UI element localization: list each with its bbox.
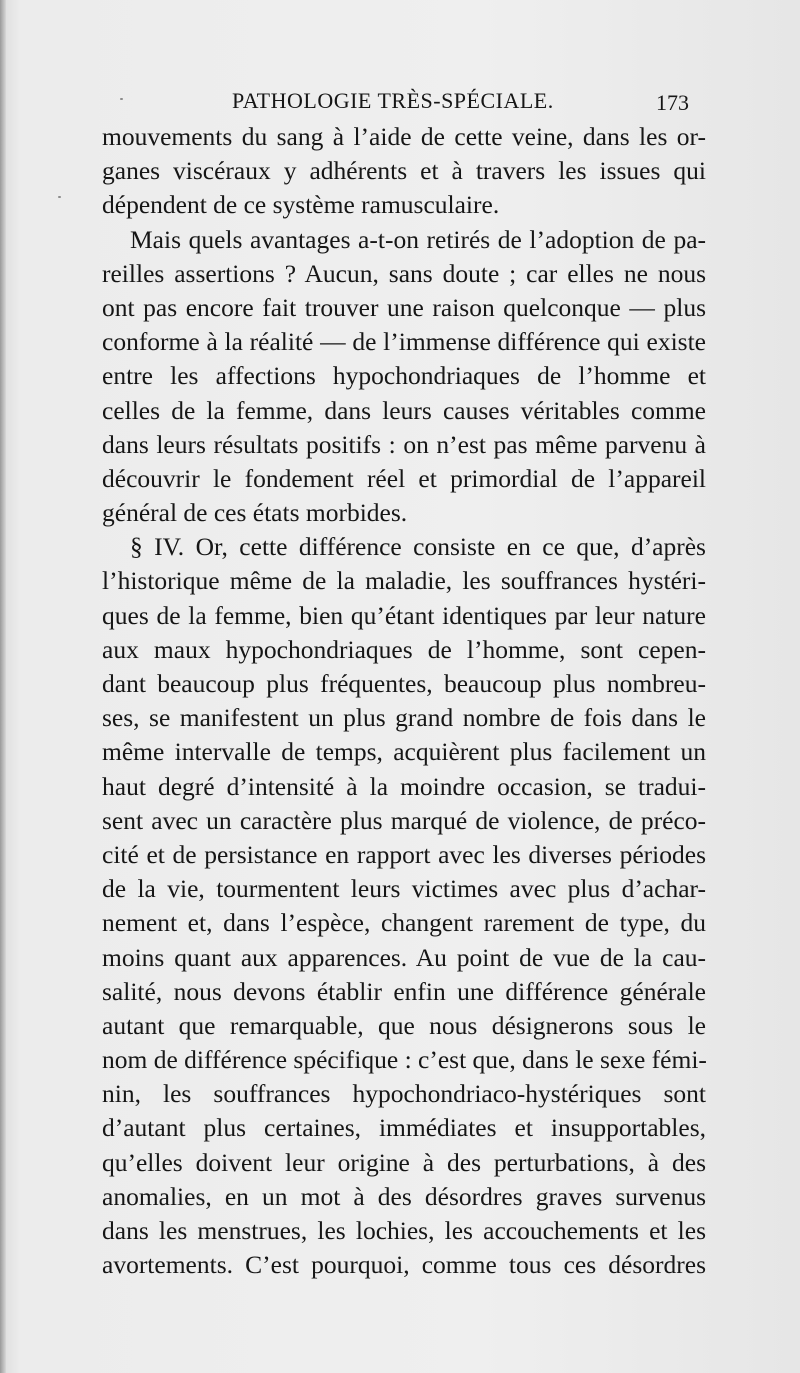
paper-speck (120, 98, 123, 100)
text-line: dans les menstrues, les lochies, les accouchements et les (102, 1216, 706, 1245)
paper-speck (58, 196, 61, 198)
text-line: nement et, dans l’espèce, changent rarement de type, du (102, 908, 706, 938)
page-binding-edge (0, 0, 6, 1373)
running-head (0, 88, 800, 118)
text-line: ont pas encore fait trouver une raison quelconque — plus (102, 292, 706, 322)
text-line: de la vie, tourmentent leurs victimes avec plus d’achar- (102, 874, 706, 904)
text-line: découvrir le fondement réel et primordial de l’appareil (102, 463, 706, 493)
text-line: § IV. Or, cette différence consiste en ce que, d’après (130, 532, 706, 562)
text-line: aux maux hypochondriaques de l’homme, sont cepen- (102, 634, 706, 664)
running-title: PATHOLOGIE TRÈS-SPÉCIALE. (232, 88, 554, 113)
text-line: ganes viscéraux y adhérents et à travers les issues qui (102, 156, 706, 186)
text-line: dans leurs résultats positifs : on n’est pas même parvenu à (102, 429, 706, 459)
text-line: reilles assertions ? Aucun, sans doute ; car elles ne nous (102, 258, 706, 288)
text-line: général de ces états morbides. (102, 498, 408, 528)
text-line: moins quant aux apparences. Au point de vue de la cau- (102, 942, 706, 972)
text-line: entre les affections hypochondriaques de l’homme et (102, 361, 706, 391)
text-line: dant beaucoup plus fréquentes, beaucoup plus nombreu- (102, 669, 706, 698)
text-line: autant que remarquable, que nous désignerons sous le (102, 1010, 706, 1040)
text-line: avortements. C’est pourquoi, comme tous ces désordres (102, 1250, 706, 1280)
text-line: qu’elles doivent leur origine à des perturbations, à des (102, 1147, 706, 1177)
text-line: d’autant plus certaines, immédiates et insupportables, (102, 1113, 706, 1143)
text-line: celles de la femme, dans leurs causes véritables comme (102, 395, 706, 425)
text-line: cité et de persistance en rapport avec les diverses périodes (102, 839, 706, 869)
page-number: 173 (656, 90, 689, 115)
text-line: Mais quels avantages a-t-on retirés de l’adoption de pa- (130, 224, 706, 254)
text-line: nin, les souffrances hypochondriaco-hystériques sont (102, 1079, 706, 1109)
text-line: conforme à la réalité — de l’immense différence qui existe (102, 327, 706, 357)
text-line: anomalies, en un mot à des désordres graves survenus (102, 1181, 706, 1211)
text-line: ses, se manifestent un plus grand nombre de fois dans le (102, 703, 706, 733)
text-line: l’historique même de la maladie, les souffrances hystéri- (102, 566, 706, 596)
text-line: mouvements du sang à l’aide de cette veine, dans les or- (102, 122, 706, 151)
text-line: haut degré d’intensité à la moindre occasion, se tradui- (102, 771, 706, 801)
text-line: ques de la femme, bien qu’étant identiques par leur nature (102, 600, 706, 630)
text-line: nom de différence spécifique : c’est que, dans le sexe fémi- (102, 1045, 707, 1075)
body-text (102, 120, 706, 1282)
text-line: même intervalle de temps, acquièrent plus facilement un (102, 737, 706, 767)
text-line: sent avec un caractère plus marqué de violence, de préco- (102, 805, 706, 835)
text-line: salité, nous devons établir enfin une différence générale (102, 976, 706, 1006)
text-line: dépendent de ce système ramusculaire. (102, 190, 500, 220)
